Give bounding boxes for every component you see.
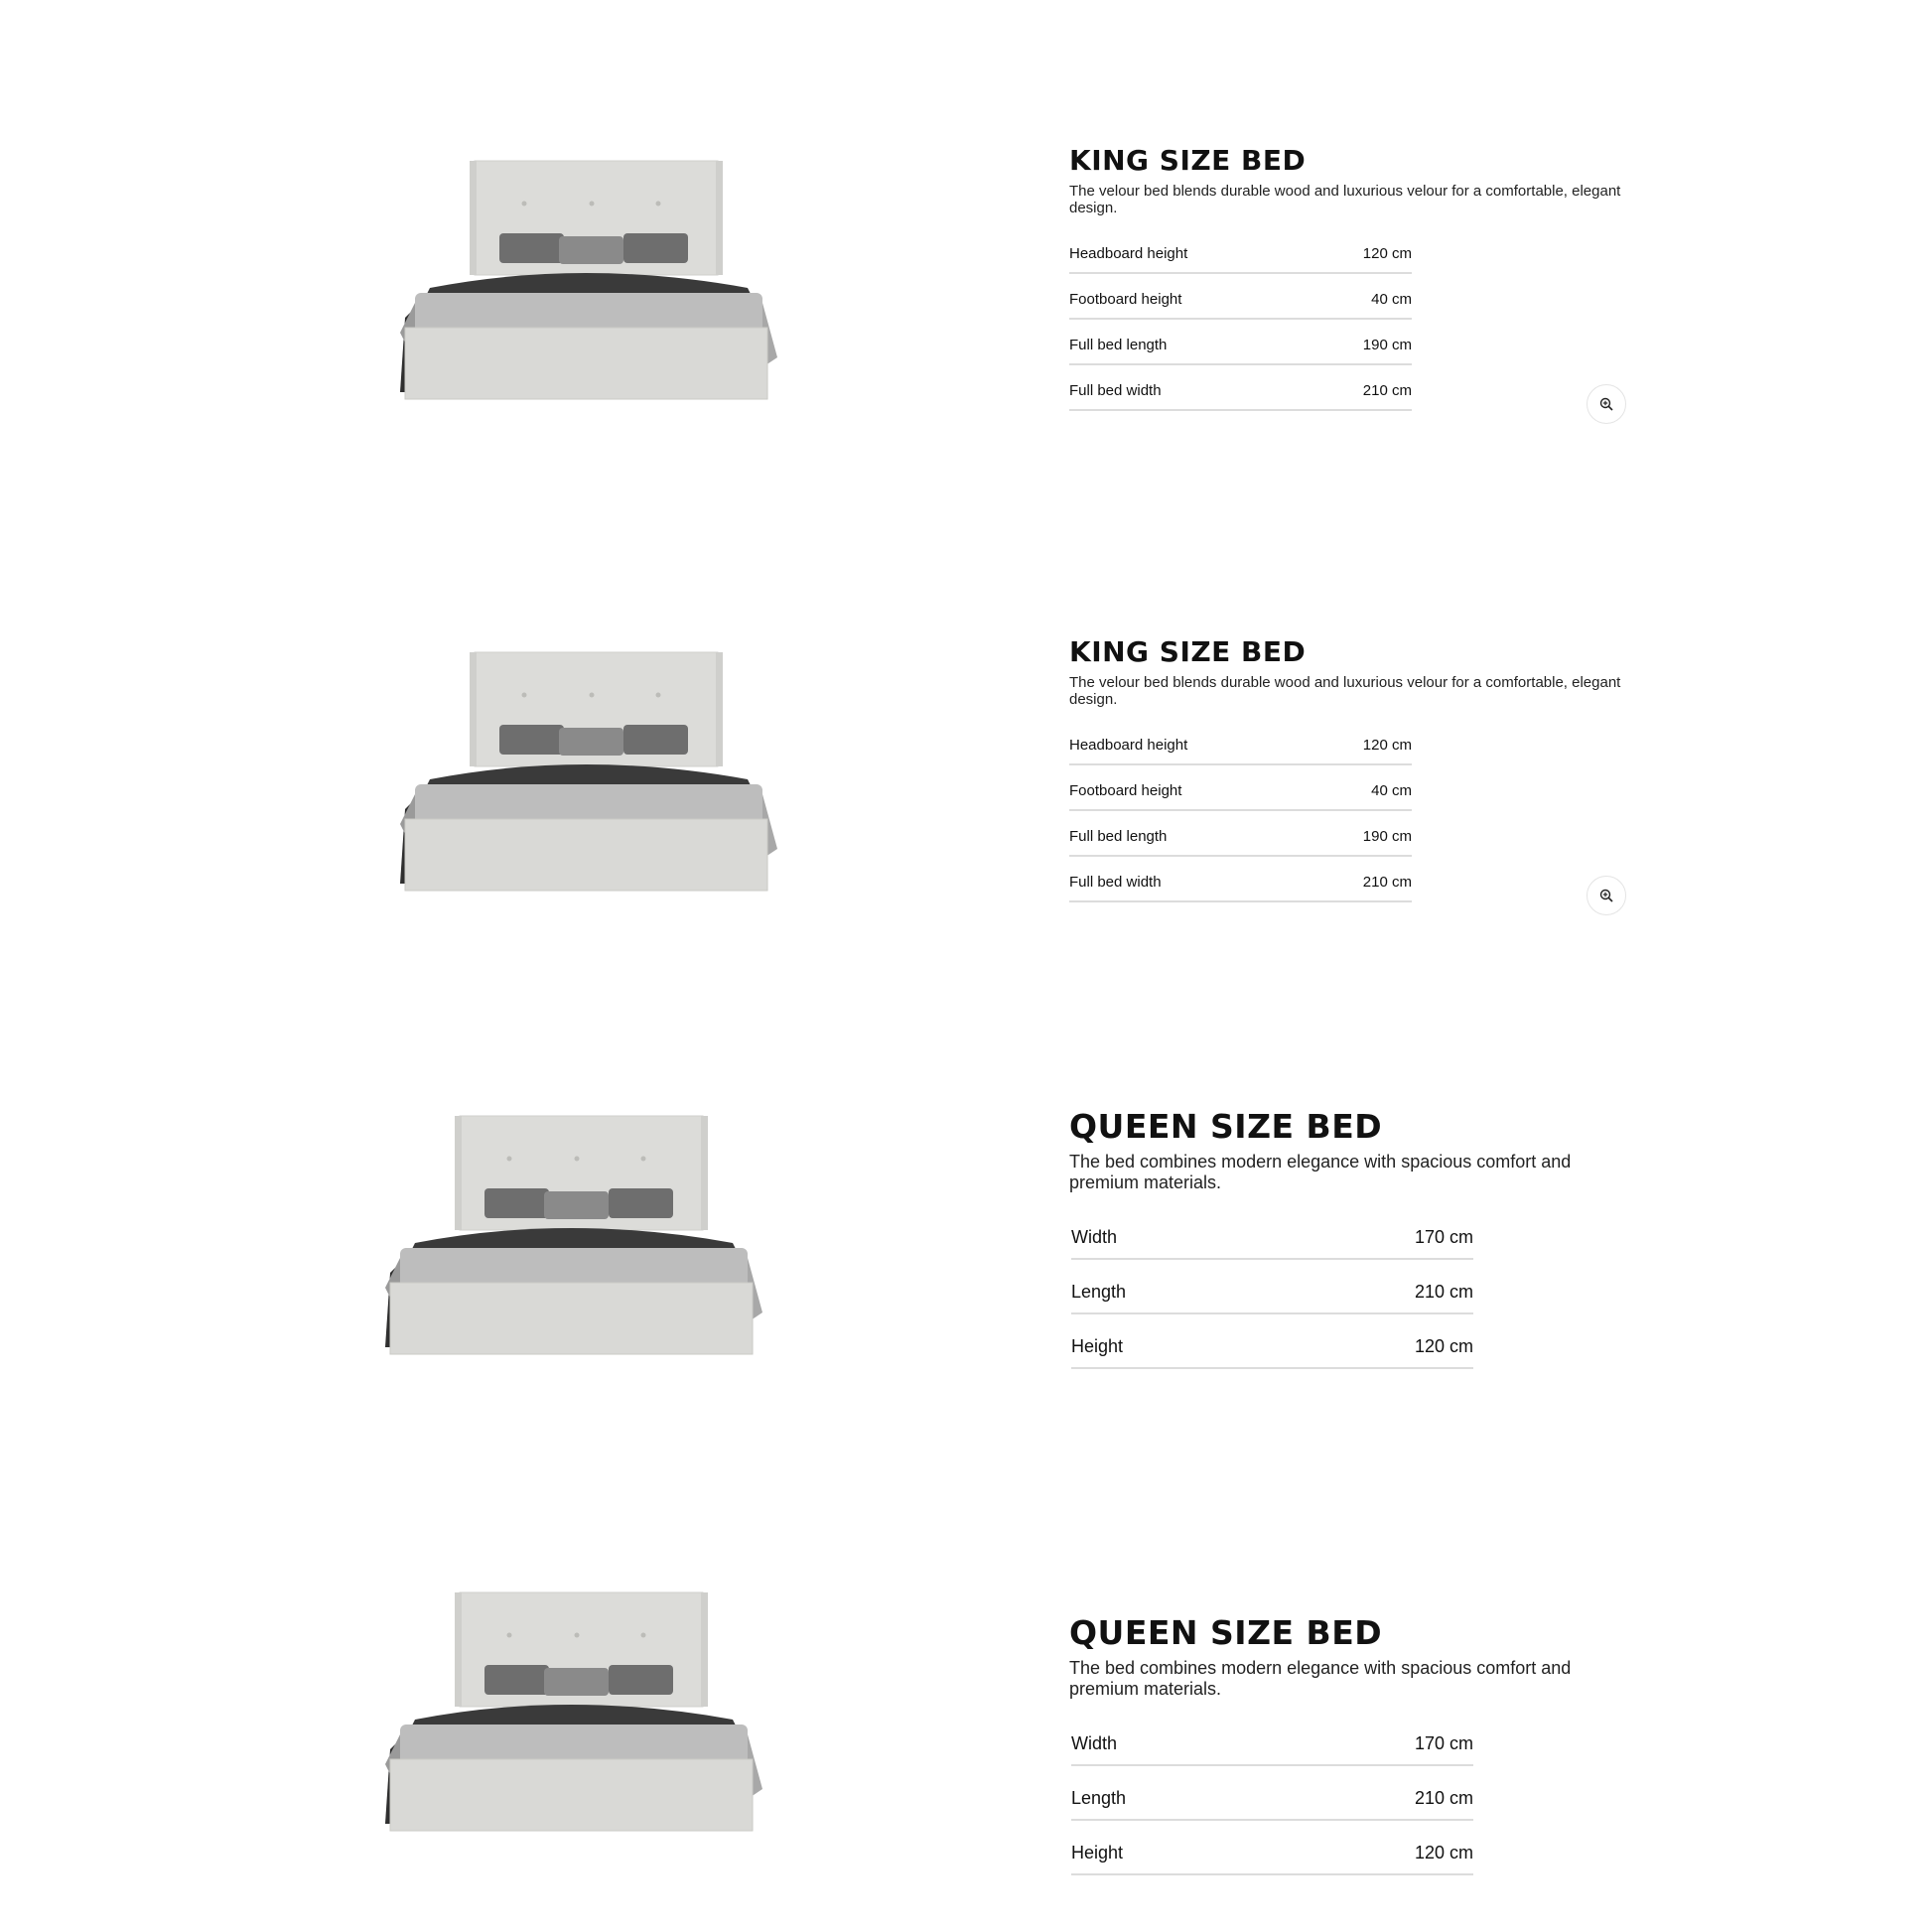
spec-value: 40 cm [1371, 291, 1412, 308]
spec-value: 170 cm [1414, 1733, 1473, 1753]
spec-label: Length [1071, 1282, 1127, 1302]
spec-row [1069, 365, 1412, 411]
product-description: The bed combines modern elegance with spacious comfort and premium materials. [1069, 1658, 1572, 1699]
spec-label: Footboard height [1069, 291, 1182, 308]
zoom-button[interactable] [1587, 876, 1626, 915]
bed-image [375, 159, 792, 402]
spec-table [1069, 228, 1412, 411]
spec-row [1069, 320, 1412, 365]
spec-value: 210 cm [1414, 1788, 1473, 1808]
spec-value: 120 cm [1414, 1336, 1473, 1356]
spec-row [1071, 1766, 1473, 1821]
spec-label: Width [1071, 1733, 1118, 1753]
spec-label: Full bed width [1069, 382, 1162, 399]
bed-image [360, 1114, 777, 1357]
spec-label: Height [1071, 1843, 1124, 1863]
product-title: KING SIZE BED [1069, 144, 1307, 177]
spec-label: Width [1071, 1227, 1118, 1247]
spec-row [1071, 1260, 1473, 1314]
spec-label: Full bed width [1069, 874, 1162, 891]
spec-row [1071, 1205, 1473, 1260]
spec-label: Headboard height [1069, 245, 1188, 262]
spec-row [1069, 857, 1412, 902]
spec-row [1069, 274, 1412, 320]
spec-row [1069, 811, 1412, 857]
spec-label: Full bed length [1069, 828, 1168, 845]
spec-row [1071, 1314, 1473, 1369]
product-description: The velour bed blends durable wood and luxurious velour for a comfortable, elegant design. [1069, 674, 1621, 709]
spec-row [1071, 1712, 1473, 1766]
product-title: QUEEN SIZE BED [1069, 1107, 1383, 1146]
product-title: KING SIZE BED [1069, 635, 1307, 668]
bed-image [360, 1590, 777, 1834]
spec-value: 120 cm [1414, 1843, 1473, 1863]
spec-row [1069, 720, 1412, 765]
spec-row [1069, 228, 1412, 274]
spec-value: 120 cm [1362, 245, 1412, 262]
spec-value: 210 cm [1362, 874, 1412, 891]
spec-label: Height [1071, 1336, 1124, 1356]
spec-value: 210 cm [1414, 1282, 1473, 1302]
spec-table [1069, 720, 1412, 902]
zoom-in-icon [1599, 397, 1613, 411]
bed-image [375, 650, 792, 894]
spec-row [1071, 1821, 1473, 1875]
spec-label: Full bed length [1069, 337, 1168, 353]
zoom-button[interactable] [1587, 384, 1626, 424]
spec-value: 40 cm [1371, 782, 1412, 799]
spec-value: 120 cm [1362, 737, 1412, 754]
spec-value: 190 cm [1362, 828, 1412, 845]
product-info [1069, 144, 1625, 217]
spec-label: Footboard height [1069, 782, 1182, 799]
product-info [1069, 1613, 1625, 1699]
product-description: The bed combines modern elegance with spacious comfort and premium materials. [1069, 1152, 1572, 1192]
spec-value: 210 cm [1362, 382, 1412, 399]
product-info [1069, 1107, 1625, 1192]
product-title: QUEEN SIZE BED [1069, 1613, 1383, 1652]
spec-table [1071, 1205, 1473, 1369]
spec-label: Length [1071, 1788, 1127, 1808]
zoom-in-icon [1599, 889, 1613, 902]
spec-row [1069, 765, 1412, 811]
product-description: The velour bed blends durable wood and luxurious velour for a comfortable, elegant design. [1069, 183, 1621, 217]
spec-table [1071, 1712, 1473, 1875]
spec-label: Headboard height [1069, 737, 1188, 754]
spec-value: 190 cm [1362, 337, 1412, 353]
product-info [1069, 635, 1625, 709]
spec-value: 170 cm [1414, 1227, 1473, 1247]
